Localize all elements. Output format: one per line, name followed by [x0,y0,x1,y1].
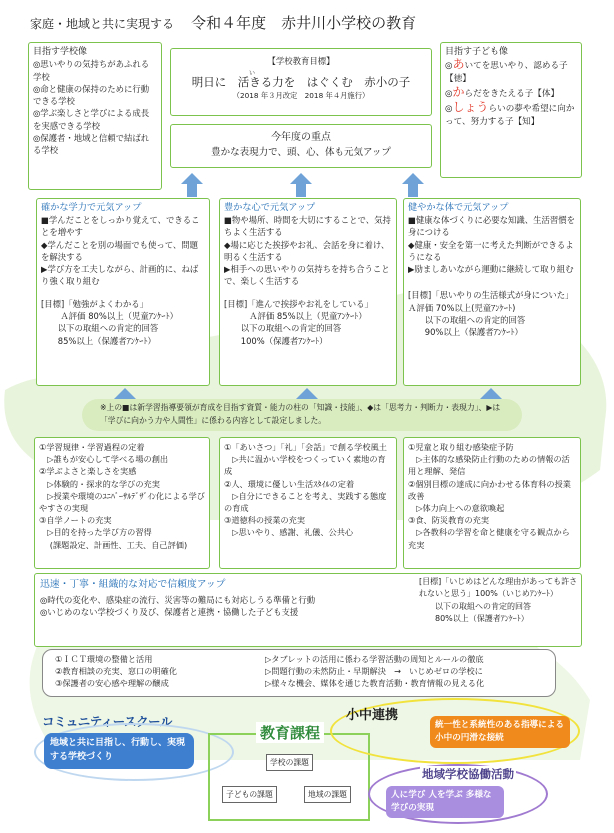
note-text: ※上の■は新学習指導要領が育成を目指す資質・能力の柱の「知識・技能」、◆は「思考力・判断力・表現力」、▶は「学びに向かう力や人間性」に係わる内容として設定しました。 [100,403,501,425]
trust-title: 迅速・丁寧・組織的な対応で信頼度アップ [40,579,226,590]
academic-item: ■学んだことをしっかり覚えて、できることを増やす [41,215,200,238]
community-school-desc: 地域と共に目指し、行動し、実現する学校づくり [50,738,186,762]
focus-text: 豊かな表現力で、頭、心、体も元気アップ [211,147,391,158]
academic-column [36,198,210,386]
support-box [42,649,556,697]
heart-action-box [219,437,397,569]
page-title: 令和４年度 赤井川小学校の教育 [191,14,417,32]
school-goal-box [170,48,432,116]
goal-text: い 明日に 活きる力を はぐくむ 赤小の子 [171,73,431,91]
goal-ruby: い [249,70,256,78]
body-column [403,198,581,386]
school-image-title: 目指す学校像 [33,47,88,57]
goal-dates: （2018 年３月改定 2018 年４月施行） [232,91,370,101]
school-image-box [28,42,162,190]
body-title: 健やかな体で元気アップ [408,202,509,213]
renkei-badge [430,716,570,748]
kyodo-desc: 人に学び 人を学ぶ 多様な学びの実現 [391,790,492,813]
goal-label: 【学校教育目標】 [267,56,335,66]
trust-box [34,573,582,647]
heart-action-text: ①「あいさつ」「礼」「会話」で創る学校風土 ▷共に温かい学校をつくっていく素地の育成 ②人、環境に優しい生活ｽﾀｲﾙの定着 ▷自分にできることを考え、実践する態度の育成 ③道徳科の授業の充実 ▷思いやり、感謝、礼儀、公共心 [224,442,387,538]
arrow-up-icon [408,183,418,197]
trust-item: ◎時代の変化や、感染症の流行、災害等の難局にも対応しうる準備と行動 [40,595,316,605]
school-issue-label: 学校の課題 [266,754,313,771]
kyodo-badge [386,786,504,818]
body-action-text: ①児童と取り組む感染症予防 ▷主体的な感染防止行動のための情報の活用と理解、発信 ②個別目標の達成に向かわせる体育科の授業改善 ▷体力向上への意欲喚起 ③食、防災教育の充実 ▷各教科の学習を命と健康を守る観点から充実 [408,442,571,550]
curriculum-title: 教育課程 [256,722,324,743]
heart-eval: [目標]「進んで挨拶やお礼をしている」 Ａ評価 85%以上（児童ｱﾝｹｰﾄ） 以下の取組への肯定的回答 100%（保護者ｱﾝｹｰﾄ） [224,298,373,346]
body-item: ▶励ましあいながら運動に継続して取り組む [408,264,574,275]
arrow-up-icon [402,173,424,184]
school-image-item: ◎命と健康の保持のために行動できる学校 [33,83,150,107]
renkei-title: 小中連携 [346,708,399,723]
arrow-up-icon [296,183,306,197]
trust-eval: [目標]「いじめはどんな理由があっても許されないと思う」100%（いじめｱﾝｹｰﾄ） 以下の取組への肯定的回答 80%以上（保護者ｱﾝｹｰﾄ） [419,577,578,623]
arrow-up-icon [290,173,312,184]
academic-action-box [34,437,210,569]
community-school-badge [44,733,194,769]
child-issue-label: 子どもの課題 [222,786,277,803]
trust-item: ◎いじめのない学校づくり及び、保護者と連携・協働した子ども支援 [40,607,299,618]
child-image-title: 目指す子ども像 [445,47,509,57]
page-header [30,12,590,32]
region-issue-label: 地域の課題 [304,786,351,803]
heart-title: 豊かな心で元気アップ [224,202,316,213]
academic-item: ◆学んだことを別の場面でも使って、問題を解決する [41,239,199,262]
focus-title: 今年度の重点 [271,132,331,143]
heart-column [219,198,397,386]
heart-item: ▶相手への思いやりの気持ちを持ち合うことで、楽しく生活する [224,264,390,287]
arrow-up-icon [480,388,502,399]
kyodo-title: 地域学校協働活動 [422,767,514,781]
focus-box [170,124,432,168]
child-image-item: ◎あいてを思いやり、認める子【徳】 [445,57,568,85]
academic-action-text: ①学習規律・学習過程の定着 ▷誰もが安心して学べる場の創出 ②学ぶよさと楽しさを実感 ▷体験的・探求的な学びの充実 ▷授業や環境のﾕﾆﾊﾞｰｻﾙﾃﾞｻﾞｲﾝ化による学びやすさの実現 ③自学ノートの充実 ▷目的を持った学び方の習得 (課題設定、計画性、工夫、自己評価) [39,442,205,550]
school-image-item: ◎学ぶ楽しさと学びによる成長を実感できる学校 [33,108,150,131]
academic-eval: [目標]「勉強がよくわかる」 Ａ評価 80%以上（児童ｱﾝｹｰﾄ） 以下の取組への肯定的回答 85%以上（保護者ｱﾝｹｰﾄ） [41,298,179,346]
support-right: ▷タブレットの活用に係わる学習活動の周知とルールの徹底 ▷問題行動の未然防止・早期解決 → いじめゼロの学校に ▷様々な機会、媒体を通じた教育活動・教育情報の見える化 [265,654,485,689]
heart-item: ■物や場所、時間を大切にすることで、気持ちよく生活する [224,215,391,238]
school-image-item: ◎保護者・地域と信頼で結ばれる学校 [33,133,150,156]
body-action-box [403,437,581,569]
school-image-item: ◎思いやりの気持ちがあふれる学校 [33,59,150,82]
body-eval: [目標]「思いやりの生活様式が身についた」Ａ評価 70%以上(児童ｱﾝｹｰﾄ) 以下の取組への肯定的回答 90%以上（保護者ｱﾝｹｰﾄ） [408,290,574,338]
body-item: ■健康な体づくりに必要な知識、生活習慣を身につける [408,215,576,238]
renkei-desc: 統一性と系統性のある指導による小中の円滑な接続 [435,720,564,743]
academic-title: 確かな学力で元気アップ [41,202,142,213]
arrow-up-icon [114,388,136,399]
support-left: ①ＩＣＴ環境の整備と活用 ②教育相談の充実、窓口の明確化 ③保護者の安心感や理解の醸成 [55,654,177,689]
header-subtitle: 家庭・地域と共に実現する [30,17,175,31]
academic-item: ▶学び方を工夫しながら、計画的に、ねばり強く取り組む [41,264,199,287]
arrow-up-icon [181,173,203,184]
body-item: ◆健康・安全を第一に考えた判断ができるようになる [408,239,574,262]
arrow-up-icon [296,388,318,399]
community-school-title: コミュニティースクール [42,714,172,729]
note-box [82,399,522,431]
heart-item: ◆場に応じた挨拶やお礼、会話を身に着け、明るく生活する [224,239,390,262]
child-image-box [440,42,582,178]
child-image-item: ◎からだをきたえる子【体】 [445,85,560,100]
child-image-item: ◎しょうらいの夢や希望に向かって、努力する子【知】 [445,100,575,128]
arrow-up-icon [187,183,197,197]
